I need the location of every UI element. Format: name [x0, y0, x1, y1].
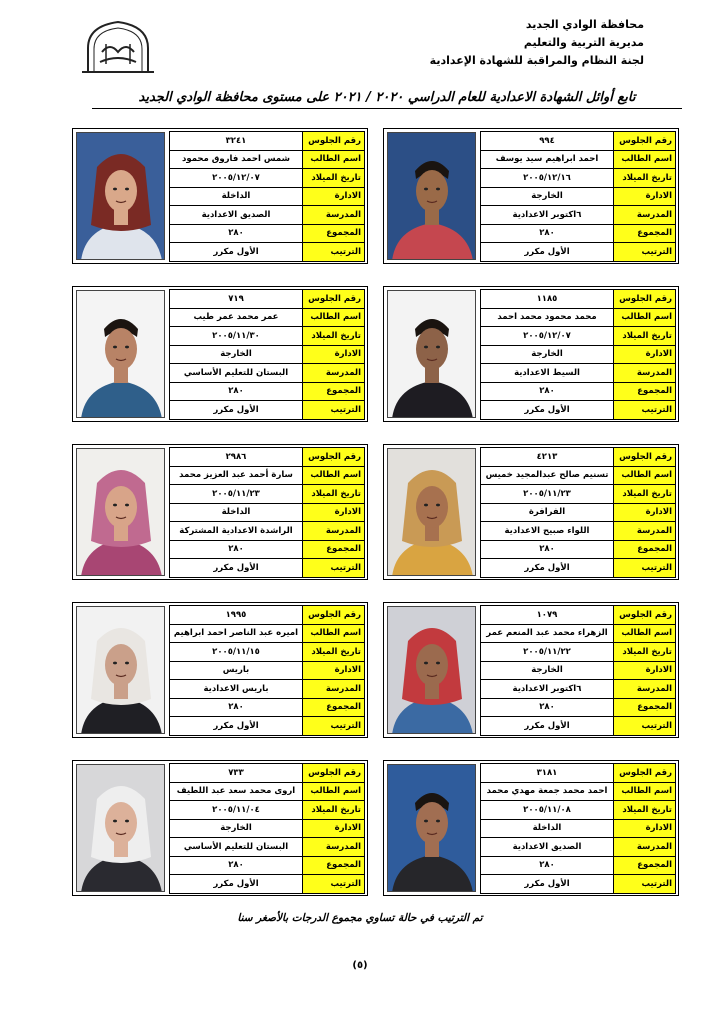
value-seat: ٧٣٣ — [170, 764, 303, 783]
value-admin: الداخلة — [170, 187, 303, 206]
value-name: عمر محمد عمر طيب — [170, 308, 303, 327]
label-seat: رقم الجلوس — [614, 448, 676, 467]
info-row-school — [481, 522, 676, 541]
info-row-total — [481, 224, 676, 243]
info-row-admin — [170, 661, 365, 680]
label-admin: الادارة — [614, 503, 676, 522]
value-total: ٢٨٠ — [170, 382, 303, 401]
label-name: اسم الطالب — [303, 466, 365, 485]
value-seat: ٩٩٤ — [481, 132, 614, 151]
student-photo — [76, 448, 165, 576]
label-admin: الادارة — [614, 819, 676, 838]
value-rank: الأول مكرر — [481, 401, 614, 420]
info-row-name — [170, 624, 365, 643]
value-school: اللواء صبيح الاعدادية — [481, 522, 614, 541]
label-admin: الادارة — [303, 503, 365, 522]
info-row-rank — [481, 401, 676, 420]
value-total: ٢٨٠ — [481, 856, 614, 875]
student-card — [383, 128, 679, 264]
value-name: تسنيم صالح عبدالمجيد خميس — [481, 466, 614, 485]
portrait-image — [77, 765, 165, 892]
label-total: المجموع — [614, 382, 676, 401]
label-total: المجموع — [614, 856, 676, 875]
student-card — [72, 760, 368, 896]
label-admin: الادارة — [303, 345, 365, 364]
label-rank: الترتيب — [614, 717, 676, 736]
info-row-rank — [481, 243, 676, 262]
value-total: ٢٨٠ — [481, 382, 614, 401]
info-row-school — [481, 364, 676, 383]
value-rank: الأول مكرر — [170, 717, 303, 736]
info-row-rank — [170, 875, 365, 894]
value-name: محمد محمود محمد احمد — [481, 308, 614, 327]
label-school: المدرسة — [303, 522, 365, 541]
label-total: المجموع — [614, 540, 676, 559]
portrait-image — [388, 449, 476, 576]
value-admin: الخارجة — [170, 819, 303, 838]
value-rank: الأول مكرر — [170, 243, 303, 262]
info-row-admin — [481, 187, 676, 206]
value-birth: ٢٠٠٥/١١/٢٢ — [481, 643, 614, 662]
info-row-school — [170, 838, 365, 857]
label-seat: رقم الجلوس — [614, 132, 676, 151]
value-seat: ١٠٧٩ — [481, 606, 614, 625]
student-card — [383, 760, 679, 896]
student-info-table — [480, 605, 676, 736]
label-school: المدرسة — [614, 838, 676, 857]
label-school: المدرسة — [614, 206, 676, 225]
value-school: السيط الاعدادية — [481, 364, 614, 383]
label-admin: الادارة — [303, 819, 365, 838]
info-row-name — [170, 782, 365, 801]
student-info-table — [169, 289, 365, 420]
label-seat: رقم الجلوس — [303, 290, 365, 309]
label-birth: تاريخ الميلاد — [303, 801, 365, 820]
info-row-seat — [170, 606, 365, 625]
info-row-rank — [170, 243, 365, 262]
info-row-total — [170, 698, 365, 717]
portrait-image — [388, 607, 476, 734]
header-block — [414, 16, 644, 70]
value-birth: ٢٠٠٥/١١/١٥ — [170, 643, 303, 662]
info-row-name — [170, 150, 365, 169]
value-birth: ٢٠٠٥/١١/٠٤ — [170, 801, 303, 820]
label-name: اسم الطالب — [303, 308, 365, 327]
label-admin: الادارة — [614, 661, 676, 680]
label-admin: الادارة — [614, 187, 676, 206]
info-row-school — [481, 838, 676, 857]
info-row-total — [170, 224, 365, 243]
info-row-name — [481, 782, 676, 801]
value-admin: الخارجة — [481, 661, 614, 680]
value-name: احمد محمد جمعة مهدي محمد — [481, 782, 614, 801]
info-row-admin — [170, 187, 365, 206]
value-school: باريس الاعدادية — [170, 680, 303, 699]
label-school: المدرسة — [303, 364, 365, 383]
info-row-total — [481, 382, 676, 401]
student-photo — [76, 764, 165, 892]
label-birth: تاريخ الميلاد — [303, 485, 365, 504]
student-photo — [76, 132, 165, 260]
label-birth: تاريخ الميلاد — [614, 643, 676, 662]
portrait-image — [388, 133, 476, 260]
info-row-school — [170, 522, 365, 541]
label-rank: الترتيب — [303, 559, 365, 578]
info-row-birth — [481, 643, 676, 662]
label-school: المدرسة — [303, 838, 365, 857]
label-admin: الادارة — [614, 345, 676, 364]
value-seat: ٢٩٨٦ — [170, 448, 303, 467]
label-rank: الترتيب — [303, 717, 365, 736]
student-card — [383, 444, 679, 580]
label-rank: الترتيب — [614, 401, 676, 420]
student-card — [72, 444, 368, 580]
student-info-table — [169, 131, 365, 262]
header-committee: لجنة النظام والمراقبة للشهادة الإعدادية — [429, 54, 644, 67]
portrait-image — [77, 607, 165, 734]
student-photo — [387, 132, 476, 260]
value-admin: الداخلة — [481, 819, 614, 838]
header-directorate: مديرية التربية والتعليم — [523, 36, 644, 49]
student-card — [383, 286, 679, 422]
value-school: البستان للتعليم الأساسي — [170, 838, 303, 857]
info-row-name — [170, 308, 365, 327]
info-row-rank — [170, 717, 365, 736]
label-seat: رقم الجلوس — [614, 606, 676, 625]
label-birth: تاريخ الميلاد — [614, 327, 676, 346]
portrait-image — [77, 133, 165, 260]
value-seat: ٣٢٤١ — [170, 132, 303, 151]
info-row-birth — [170, 801, 365, 820]
info-row-birth — [170, 485, 365, 504]
label-birth: تاريخ الميلاد — [614, 169, 676, 188]
value-school: ٦اكتوبر الاعدادية — [481, 206, 614, 225]
portrait-image — [77, 449, 165, 576]
info-row-school — [170, 680, 365, 699]
info-row-birth — [481, 485, 676, 504]
value-admin: باريس — [170, 661, 303, 680]
label-total: المجموع — [614, 224, 676, 243]
student-photo — [387, 764, 476, 892]
value-total: ٢٨٠ — [481, 224, 614, 243]
student-card — [383, 602, 679, 738]
info-row-total — [170, 382, 365, 401]
student-photo — [387, 606, 476, 734]
value-total: ٢٨٠ — [170, 224, 303, 243]
header-governorate: محافظة الوادي الجديد — [525, 18, 644, 31]
info-row-seat — [481, 606, 676, 625]
label-rank: الترتيب — [614, 875, 676, 894]
info-row-school — [170, 206, 365, 225]
student-photo — [387, 290, 476, 418]
portrait-image — [388, 291, 476, 418]
info-row-admin — [481, 503, 676, 522]
info-row-birth — [481, 327, 676, 346]
info-row-name — [170, 466, 365, 485]
label-school: المدرسة — [614, 680, 676, 699]
label-total: المجموع — [303, 856, 365, 875]
label-school: المدرسة — [614, 522, 676, 541]
student-card — [72, 602, 368, 738]
info-row-total — [481, 856, 676, 875]
value-admin: الخارجة — [481, 345, 614, 364]
value-rank: الأول مكرر — [481, 559, 614, 578]
info-row-name — [481, 150, 676, 169]
value-rank: الأول مكرر — [481, 717, 614, 736]
label-school: المدرسة — [614, 364, 676, 383]
info-row-total — [170, 540, 365, 559]
label-rank: الترتيب — [303, 401, 365, 420]
value-birth: ٢٠٠٥/١٢/٠٧ — [481, 327, 614, 346]
value-rank: الأول مكرر — [170, 559, 303, 578]
info-row-name — [481, 466, 676, 485]
info-row-admin — [170, 345, 365, 364]
value-admin: الخارجة — [170, 345, 303, 364]
label-birth: تاريخ الميلاد — [303, 327, 365, 346]
info-row-total — [481, 698, 676, 717]
label-seat: رقم الجلوس — [303, 606, 365, 625]
info-row-admin — [481, 819, 676, 838]
label-birth: تاريخ الميلاد — [614, 485, 676, 504]
label-total: المجموع — [303, 540, 365, 559]
value-total: ٢٨٠ — [481, 540, 614, 559]
label-seat: رقم الجلوس — [303, 764, 365, 783]
student-card — [72, 286, 368, 422]
label-rank: الترتيب — [614, 559, 676, 578]
info-row-total — [170, 856, 365, 875]
label-seat: رقم الجلوس — [614, 764, 676, 783]
value-rank: الأول مكرر — [481, 875, 614, 894]
value-admin: الخارجة — [481, 187, 614, 206]
value-birth: ٢٠٠٥/١١/٣٠ — [170, 327, 303, 346]
info-row-birth — [170, 643, 365, 662]
label-name: اسم الطالب — [614, 150, 676, 169]
value-name: اميره عبد الناصر احمد ابراهيم — [170, 624, 303, 643]
info-row-school — [481, 206, 676, 225]
value-seat: ٤٢١٣ — [481, 448, 614, 467]
label-name: اسم الطالب — [614, 308, 676, 327]
info-row-rank — [481, 717, 676, 736]
value-birth: ٢٠٠٥/١٢/٠٧ — [170, 169, 303, 188]
info-row-admin — [481, 345, 676, 364]
info-row-name — [481, 624, 676, 643]
info-row-birth — [170, 327, 365, 346]
info-row-school — [170, 364, 365, 383]
title-underline — [92, 108, 682, 109]
value-seat: ١٩٩٥ — [170, 606, 303, 625]
page-number: (٥) — [352, 960, 368, 971]
label-name: اسم الطالب — [303, 150, 365, 169]
value-school: ٦اكتوبر الاعدادية — [481, 680, 614, 699]
label-seat: رقم الجلوس — [303, 132, 365, 151]
info-row-birth — [481, 169, 676, 188]
label-name: اسم الطالب — [614, 466, 676, 485]
label-name: اسم الطالب — [614, 782, 676, 801]
label-school: المدرسة — [303, 680, 365, 699]
info-row-name — [481, 308, 676, 327]
info-row-rank — [170, 559, 365, 578]
logo-emblem-icon — [80, 18, 156, 76]
student-info-table — [169, 447, 365, 578]
value-total: ٢٨٠ — [170, 698, 303, 717]
value-seat: ٣١٨١ — [481, 764, 614, 783]
label-seat: رقم الجلوس — [303, 448, 365, 467]
value-name: شمس احمد فاروق محمود — [170, 150, 303, 169]
label-rank: الترتيب — [303, 243, 365, 262]
value-name: احمد ابراهيم سيد يوسف — [481, 150, 614, 169]
portrait-image — [77, 291, 165, 418]
value-name: الزهراء محمد عبد المنعم عمر — [481, 624, 614, 643]
label-birth: تاريخ الميلاد — [303, 169, 365, 188]
label-seat: رقم الجلوس — [614, 290, 676, 309]
certificate-logo — [80, 18, 156, 76]
student-photo — [76, 290, 165, 418]
info-row-admin — [170, 503, 365, 522]
value-school: الصديق الاعدادية — [481, 838, 614, 857]
page-title: تابع أوائل الشهادة الاعدادية للعام الدراسي ٢٠٢٠ / ٢٠٢١ على مستوى محافظة الوادي الجديد — [138, 90, 636, 105]
value-rank: الأول مكرر — [170, 875, 303, 894]
value-seat: ٧١٩ — [170, 290, 303, 309]
info-row-seat — [481, 764, 676, 783]
value-total: ٢٨٠ — [481, 698, 614, 717]
value-birth: ٢٠٠٥/١١/٠٨ — [481, 801, 614, 820]
ranking-note: تم الترتيب في حالة تساوي مجموع الدرجات بالأصغر سنا — [237, 912, 483, 924]
info-row-seat — [481, 132, 676, 151]
label-rank: الترتيب — [614, 243, 676, 262]
label-school: المدرسة — [303, 206, 365, 225]
value-seat: ١١٨٥ — [481, 290, 614, 309]
value-birth: ٢٠٠٥/١١/٢٣ — [170, 485, 303, 504]
label-rank: الترتيب — [303, 875, 365, 894]
info-row-rank — [481, 875, 676, 894]
info-row-birth — [170, 169, 365, 188]
label-admin: الادارة — [303, 661, 365, 680]
info-row-seat — [170, 764, 365, 783]
info-row-seat — [170, 290, 365, 309]
label-birth: تاريخ الميلاد — [614, 801, 676, 820]
student-info-table — [480, 763, 676, 894]
info-row-school — [481, 680, 676, 699]
label-name: اسم الطالب — [303, 624, 365, 643]
value-rank: الأول مكرر — [481, 243, 614, 262]
student-photo — [76, 606, 165, 734]
info-row-seat — [481, 448, 676, 467]
student-photo — [387, 448, 476, 576]
student-card — [72, 128, 368, 264]
value-school: البستان للتعليم الأساسي — [170, 364, 303, 383]
student-info-table — [480, 447, 676, 578]
label-total: المجموع — [303, 382, 365, 401]
info-row-total — [481, 540, 676, 559]
value-admin: الداخلة — [170, 503, 303, 522]
label-admin: الادارة — [303, 187, 365, 206]
value-name: سارة أحمد عبد العزيز محمد — [170, 466, 303, 485]
label-birth: تاريخ الميلاد — [303, 643, 365, 662]
info-row-admin — [481, 661, 676, 680]
value-admin: الفرافرة — [481, 503, 614, 522]
value-birth: ٢٠٠٥/١٢/١٦ — [481, 169, 614, 188]
info-row-seat — [170, 448, 365, 467]
label-total: المجموع — [614, 698, 676, 717]
label-total: المجموع — [303, 224, 365, 243]
info-row-seat — [481, 290, 676, 309]
student-info-table — [169, 763, 365, 894]
student-info-table — [169, 605, 365, 736]
value-total: ٢٨٠ — [170, 540, 303, 559]
value-school: الصديق الاعدادية — [170, 206, 303, 225]
value-name: اروى محمد سعد عبد اللطيف — [170, 782, 303, 801]
student-info-table — [480, 131, 676, 262]
info-row-birth — [481, 801, 676, 820]
value-birth: ٢٠٠٥/١١/٢٣ — [481, 485, 614, 504]
value-rank: الأول مكرر — [170, 401, 303, 420]
value-school: الراشدة الاعدادية المشتركة — [170, 522, 303, 541]
info-row-admin — [170, 819, 365, 838]
info-row-rank — [170, 401, 365, 420]
label-name: اسم الطالب — [303, 782, 365, 801]
label-total: المجموع — [303, 698, 365, 717]
label-name: اسم الطالب — [614, 624, 676, 643]
info-row-rank — [481, 559, 676, 578]
portrait-image — [388, 765, 476, 892]
info-row-seat — [170, 132, 365, 151]
value-total: ٢٨٠ — [170, 856, 303, 875]
student-info-table — [480, 289, 676, 420]
